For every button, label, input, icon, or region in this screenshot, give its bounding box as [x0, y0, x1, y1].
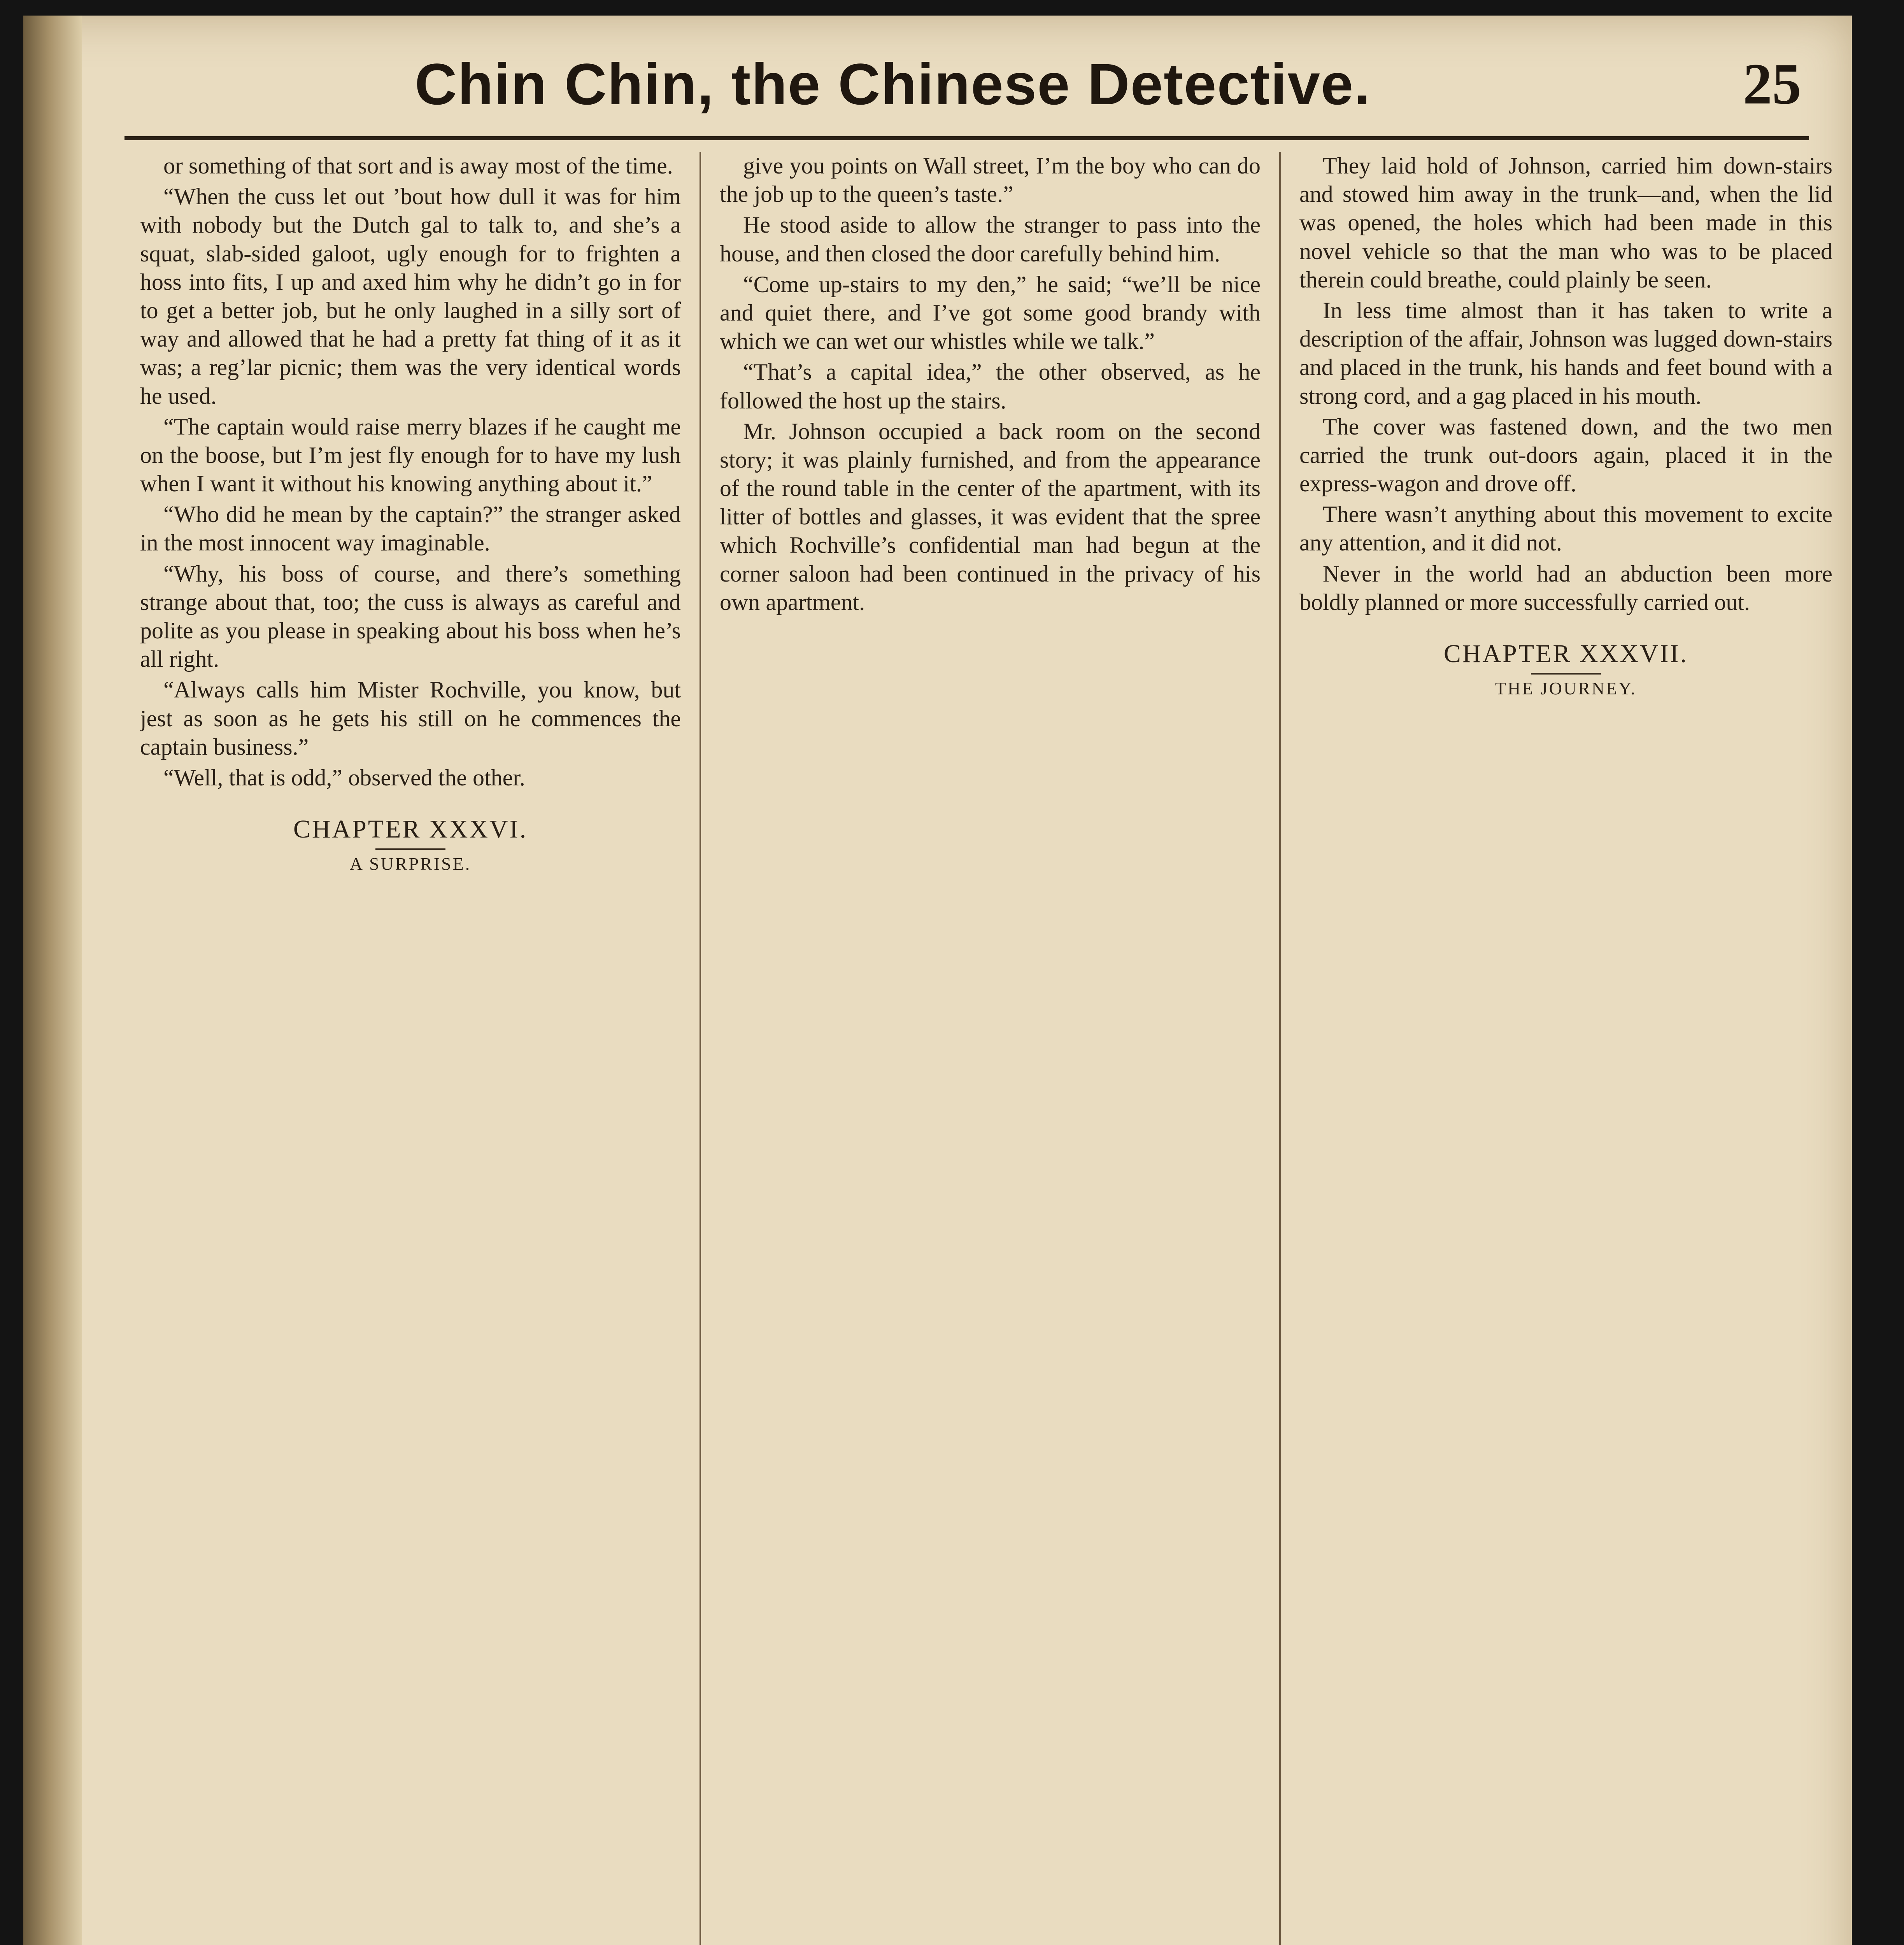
page-title: Chin Chin, the Chinese Detective. — [414, 51, 1371, 117]
paragraph: “That’s a capital idea,” the other observed, as he followed the host up the stairs. — [720, 359, 1261, 414]
page-binding-edge — [23, 16, 82, 1945]
paragraph: “Come up-stairs to my den,” he said; “we’ll be nice and quiet there, and I’ve got some good brandy with which we can wet our whistles while we talk.” — [720, 271, 1261, 354]
paragraph: “Who did he mean by the captain?” the stranger asked in the most innocent way imaginable. — [140, 501, 681, 556]
paragraph: Mr. Johnson occupied a back room on the second story; it was plainly furnished, and from the appearance of the round table in the center of the apartment, with its litter of bottles and glasses, it was evident that the spree which Rochville’s confidential man had begun at the corner saloon had been continued in the privacy of his own apartment. — [720, 418, 1261, 615]
paragraph: Never in the world had an abduction been more boldly planned or more successfully carried out. — [1299, 561, 1832, 615]
text-column-1 — [140, 152, 681, 1945]
scanned-page — [23, 16, 1852, 1945]
paragraph: He stood aside to allow the stranger to pass into the house, and then closed the door carefully behind him. — [720, 212, 1261, 266]
paragraph: “Always calls him Mister Rochville, you know, but jest as soon as he gets his still on he commences the captain business.” — [140, 677, 681, 760]
text-column-3 — [1299, 152, 1832, 1945]
chapter-heading: CHAPTER XXXVII. — [1443, 640, 1688, 668]
column-2-more-paragraphs — [720, 619, 1261, 623]
column-divider — [1279, 152, 1281, 1945]
chapter-rule — [1531, 673, 1601, 675]
paragraph: The cover was fastened down, and the two men carried the trunk out-doors again, placed it in the express-wagon and drove off. — [1299, 414, 1832, 497]
paragraph: “Why, his boss of course, and there’s something strange about that, too; the cuss is always as careful and polite as you please in speaking about his boss when he’s all right. — [140, 561, 681, 672]
paragraph: They laid hold of Johnson, carried him down-stairs and stowed him away in the trunk—and, when the lid was opened, the holes which had been made in this novel vehicle so that the man who was to be placed therein could breathe, could plainly be seen. — [1299, 153, 1832, 293]
column-divider — [700, 152, 701, 1945]
page-number: 25 — [1743, 52, 1801, 116]
paragraph: “When the cuss let out ’bout how dull it was for him with nobody but the Dutch gal to talk to, and she’s a squat, slab-sided galoot, ugly enough for to frighten a hoss into fits, I up and axed him why he didn’t go in for to get a better job, but he only laughed in a silly sort of way and allowed that he had a pretty fat thing of it as it was; a reg’lar picnic; them was the very identical words he used. — [140, 184, 681, 409]
paragraph: give you points on Wall street, I’m the boy who can do the job up to the queen’s taste.” — [720, 153, 1261, 207]
paragraph: or something of that sort and is away most of the time. — [163, 153, 673, 179]
text-column-2 — [720, 152, 1261, 1945]
column-1-more-paragraphs — [140, 794, 681, 798]
column-3-more-paragraphs — [1299, 619, 1832, 623]
paragraph: “Well, that is odd,” observed the other. — [163, 764, 525, 790]
chapter-rule — [375, 848, 445, 850]
running-header — [124, 39, 1809, 140]
chapter-heading: CHAPTER XXXVI. — [293, 815, 528, 844]
paragraph: There wasn’t anything about this movement to excite any attention, and it did not. — [1299, 501, 1832, 556]
paragraph: In less time almost than it has taken to write a description of the affair, Johnson was lugged down-stairs and placed in the trunk, his hands and feet bound with a strong cord, and a gag placed in his mouth. — [1299, 297, 1832, 409]
chapter-subtitle: THE JOURNEY. — [1495, 678, 1637, 698]
paragraph: “The captain would raise merry blazes if he caught me on the boose, but I’m jest fly enough for to have my lush when I want it without his knowing anything about it.” — [140, 414, 681, 497]
chapter-subtitle: A SURPRISE. — [349, 853, 472, 874]
